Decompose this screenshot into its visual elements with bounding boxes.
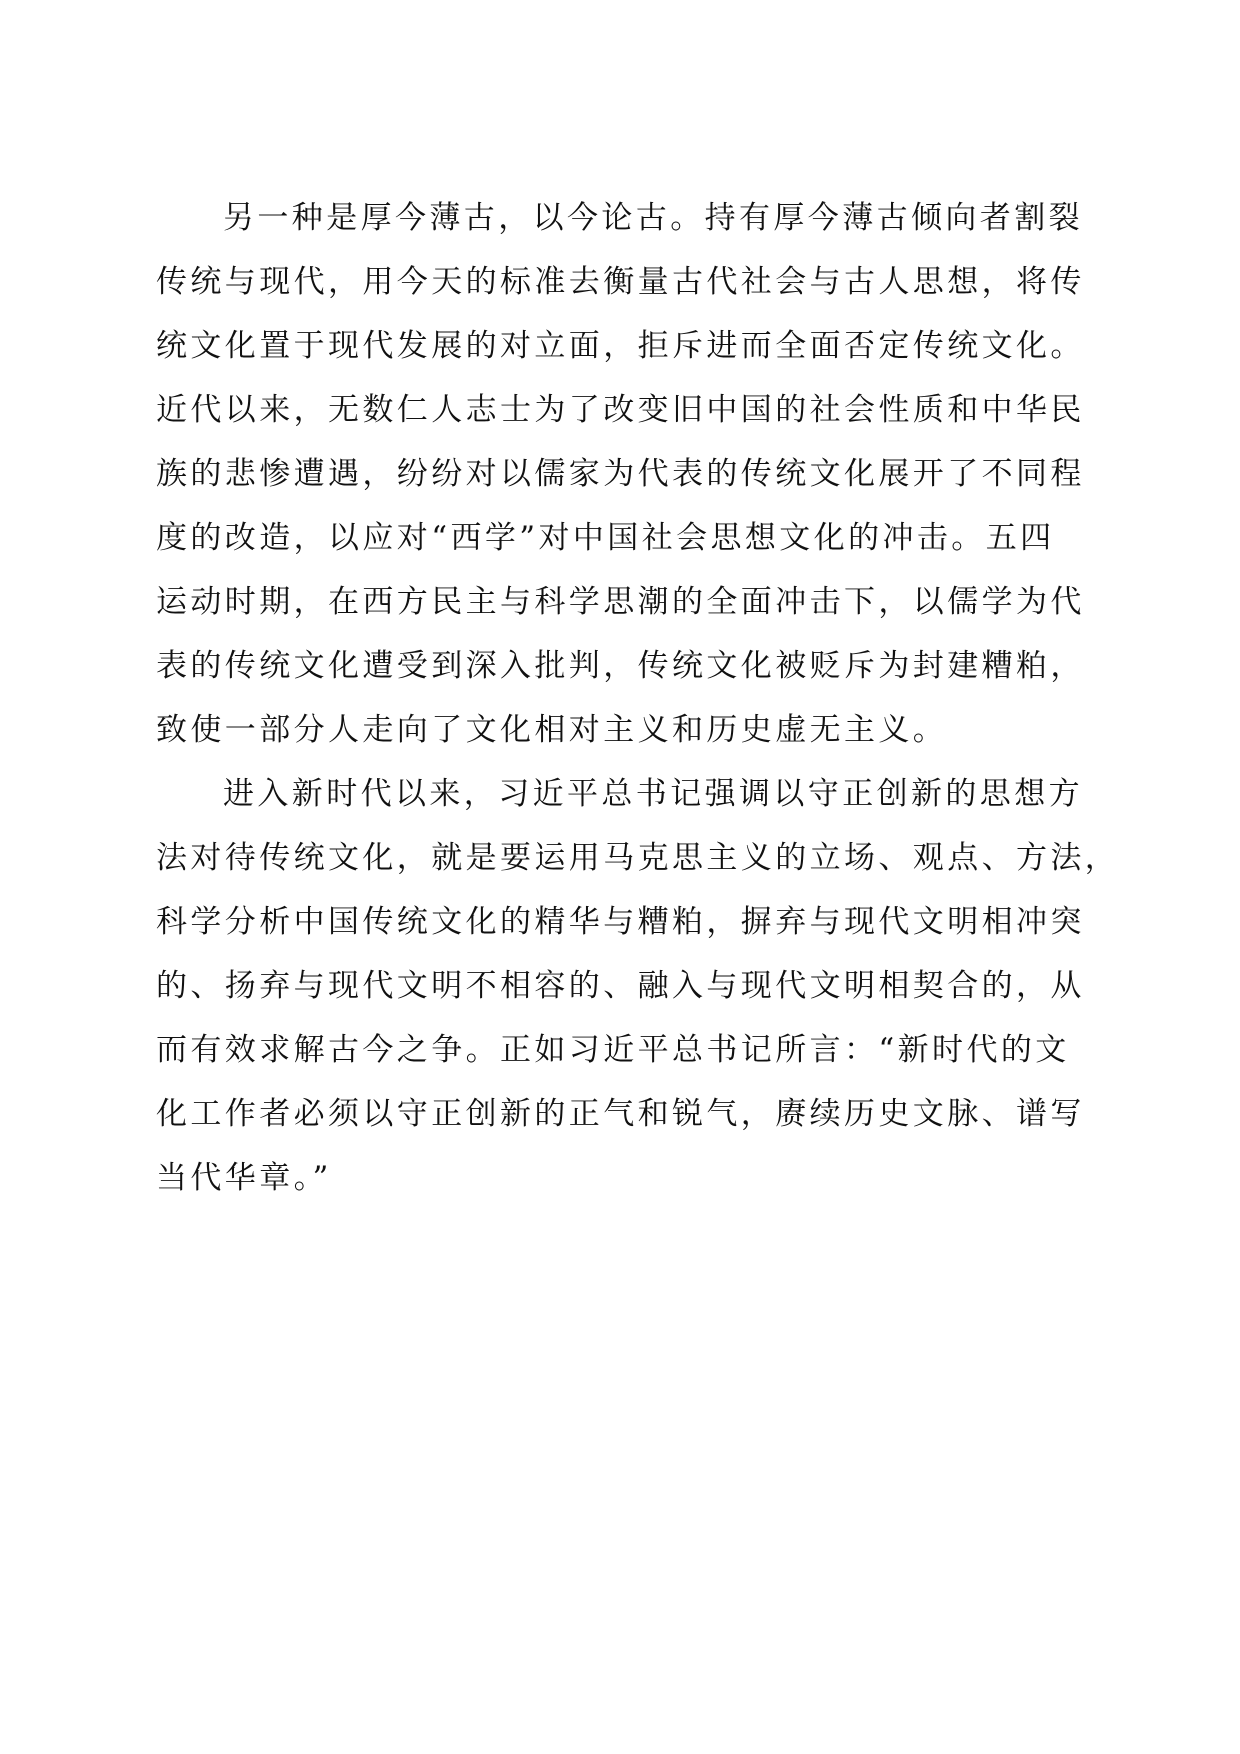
paragraph-line: 的、扬弃与现代文明不相容的、融入与现代文明相契合的，从	[156, 968, 1085, 1004]
paragraph-line: 进入新时代以来，习近平总书记强调以守正创新的思想方	[223, 776, 1083, 812]
paragraph-line: 族的悲惨遭遇，纷纷对以儒家为代表的传统文化展开了不同程	[156, 456, 1085, 492]
paragraph-line: 化工作者必须以守正创新的正气和锐气，赓续历史文脉、谱写	[156, 1096, 1085, 1132]
paragraph-line: 近代以来，无数仁人志士为了改变旧中国的社会性质和中华民	[156, 392, 1085, 428]
paragraph-1	[156, 186, 1085, 762]
paragraph-line: 当代华章。”	[156, 1160, 332, 1196]
paragraph-line: 度的改造，以应对“西学”对中国社会思想文化的冲击。五四	[156, 520, 1055, 556]
paragraph-line: 表的传统文化遭受到深入批判，传统文化被贬斥为封建糟粕，	[156, 648, 1085, 684]
paragraph-line: 而有效求解古今之争。正如习近平总书记所言：“新时代的文	[156, 1032, 1070, 1068]
paragraph-line: 致使一部分人走向了文化相对主义和历史虚无主义。	[156, 712, 948, 748]
paragraph-line: 统文化置于现代发展的对立面，拒斥进而全面否定传统文化。	[156, 328, 1085, 364]
body-text	[156, 186, 1120, 1210]
paragraph-2	[156, 762, 1120, 1210]
paragraph-line: 另一种是厚今薄古，以今论古。持有厚今薄古倾向者割裂	[223, 200, 1083, 236]
paragraph-line: 法对待传统文化，就是要运用马克思主义的立场、观点、方法，	[156, 840, 1120, 876]
paragraph-line: 运动时期，在西方民主与科学思潮的全面冲击下，以儒学为代	[156, 584, 1085, 620]
paragraph-line: 传统与现代，用今天的标准去衡量古代社会与古人思想，将传	[156, 264, 1085, 300]
paragraph-line: 科学分析中国传统文化的精华与糟粕，摒弃与现代文明相冲突	[156, 904, 1085, 940]
